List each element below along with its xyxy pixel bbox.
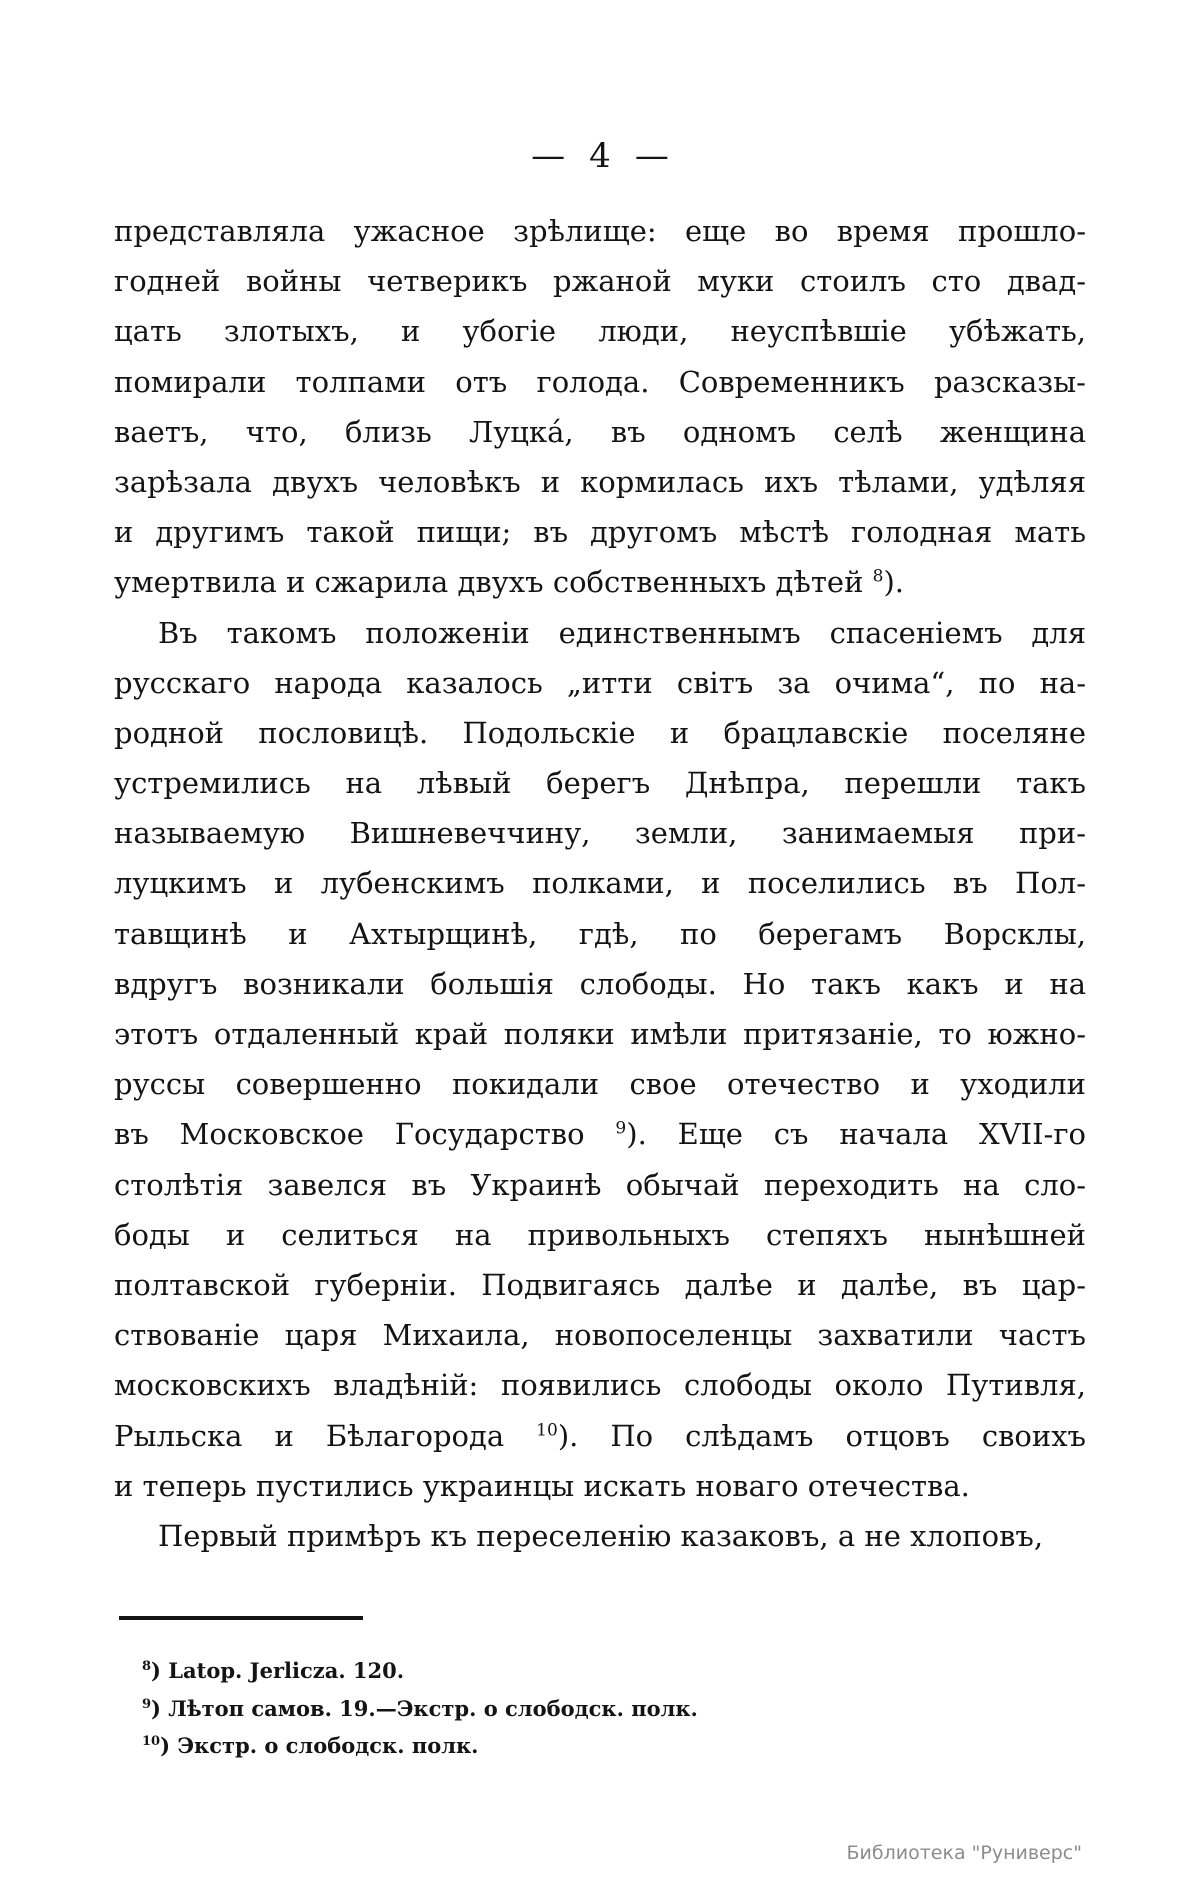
text-line-content: родной пословицѣ. Подольскіе и брацлавскіе поселяне [114, 715, 1086, 750]
library-watermark: Библиотека "Руниверс" [846, 1842, 1082, 1864]
text-line [114, 1009, 1086, 1059]
footnote-mark: 10 [142, 1734, 161, 1749]
text-line [114, 256, 1086, 306]
text-line-content: Первый примѣръ къ переселенію казаковъ, а не хлоповъ, [158, 1518, 1044, 1553]
text-line [114, 457, 1086, 507]
footnote-10 [142, 1727, 1042, 1765]
footnote-separator [119, 1616, 363, 1620]
text-line-content: Рыльска и Бѣлагорода [114, 1418, 537, 1453]
text-line-content: столѣтія завелся въ Украинѣ обычай переходить на сло- [114, 1167, 1086, 1202]
text-line [114, 808, 1086, 858]
footnote-mark: 9 [142, 1696, 152, 1712]
text-line-content: полтавской губерніи. Подвигаясь далѣе и далѣе, въ цар- [114, 1267, 1086, 1302]
text-line-content: въ Московское Государство [114, 1117, 616, 1152]
text-line [114, 1160, 1086, 1210]
text-line [114, 1360, 1086, 1410]
text-line [114, 1310, 1086, 1360]
footnote-8 [142, 1652, 1042, 1690]
text-line-content: русскаго народа казалось „итти світъ за очима“, по на- [114, 665, 1086, 700]
text-line [114, 557, 1086, 607]
text-line [114, 1461, 1086, 1511]
text-line-content: тавщинѣ и Ахтырщинѣ, гдѣ, по берегамъ Ворсклы, [114, 916, 1086, 951]
footnote-reference: 8 [872, 566, 884, 587]
page-number-dash-right: — [634, 136, 669, 176]
text-line [114, 909, 1086, 959]
text-line [114, 407, 1086, 457]
footnote-text: ) Экстр. о слободск. полк. [160, 1733, 479, 1758]
text-line-content: Въ такомъ положеніи единственнымъ спасеніемъ для [158, 615, 1086, 650]
text-line-content: ваетъ, что, близь Луцка́, въ одномъ селѣ женщина [114, 414, 1086, 449]
text-line [114, 1109, 1086, 1159]
text-line [114, 507, 1086, 557]
footnote-reference: 9 [615, 1118, 627, 1139]
text-line [114, 1059, 1086, 1109]
text-line [114, 1511, 1086, 1561]
text-line [114, 758, 1086, 808]
text-line [114, 1411, 1086, 1461]
text-line [114, 959, 1086, 1009]
page-number-value: 4 [589, 136, 611, 176]
footnote-9 [142, 1690, 1042, 1728]
page-number-dash-left: — [531, 136, 566, 176]
text-line-content: называемую Вишневеччину, земли, занимаемыя при- [114, 816, 1086, 851]
text-line-content: вдругъ возникали большія слободы. Но такъ какъ и на [114, 966, 1086, 1001]
footnotes [142, 1652, 1042, 1765]
text-line-content: ствованіе царя Михаила, новопоселенцы захватили частъ [114, 1318, 1086, 1353]
text-line-content: годней войны четверикъ ржаной муки стоилъ сто двад- [114, 264, 1086, 299]
page-number [0, 136, 1200, 176]
text-line-content: цать злотыхъ, и убогіе люди, неуспѣвшіе убѣжать, [114, 314, 1086, 349]
text-line [114, 1260, 1086, 1310]
footnote-text: ) Latop. Jerlicza. 120. [151, 1658, 405, 1683]
text-line-content: устремились на лѣвый берегъ Днѣпра, перешли такъ [114, 766, 1086, 801]
text-line [114, 858, 1086, 908]
text-line-content: руссы совершенно покидали свое отечество и уходили [114, 1067, 1086, 1102]
text-line-continuation: ). [883, 565, 904, 600]
text-line [114, 357, 1086, 407]
text-line-content: этотъ отдаленный край поляки имѣли притязаніе, то южно- [114, 1017, 1086, 1051]
body-text [114, 206, 1086, 1561]
text-line-content: московскихъ владѣній: появились слободы около Путивля, [114, 1368, 1086, 1403]
text-line-content: умертвила и сжарила двухъ собственныхъ дѣтей [114, 565, 873, 600]
text-line-continuation: ). По слѣдамъ отцовъ своихъ [557, 1418, 1087, 1453]
text-line [114, 658, 1086, 708]
text-line [114, 206, 1086, 256]
text-line [114, 306, 1086, 356]
text-line-continuation: ). Еще съ начала XVII-го [626, 1117, 1086, 1152]
text-line [114, 608, 1086, 658]
text-line-content: представляла ужасное зрѣлище: еще во время прошло- [114, 214, 1086, 248]
text-line [114, 1210, 1086, 1260]
footnote-text: ) Лѣтоп самов. 19.—Экстр. о слободск. полк. [151, 1695, 698, 1721]
footnote-reference: 10 [536, 1419, 558, 1440]
text-line-content: помирали толпами отъ голода. Современникъ разсказы- [114, 364, 1086, 399]
text-line-content: зарѣзала двухъ человѣкъ и кормилась ихъ тѣлами, удѣляя [114, 464, 1086, 499]
text-line-content: и теперь пустились украинцы искать новаго отечества. [114, 1468, 970, 1503]
text-line-content: луцкимъ и лубенскимъ полками, и поселились въ Пол- [114, 866, 1086, 901]
footnote-mark: 8 [142, 1659, 152, 1674]
text-line-content: и другимъ такой пищи; въ другомъ мѣстѣ голодная мать [114, 515, 1086, 550]
text-line [114, 708, 1086, 758]
text-line-content: боды и селиться на привольныхъ степяхъ нынѣшней [114, 1217, 1086, 1252]
